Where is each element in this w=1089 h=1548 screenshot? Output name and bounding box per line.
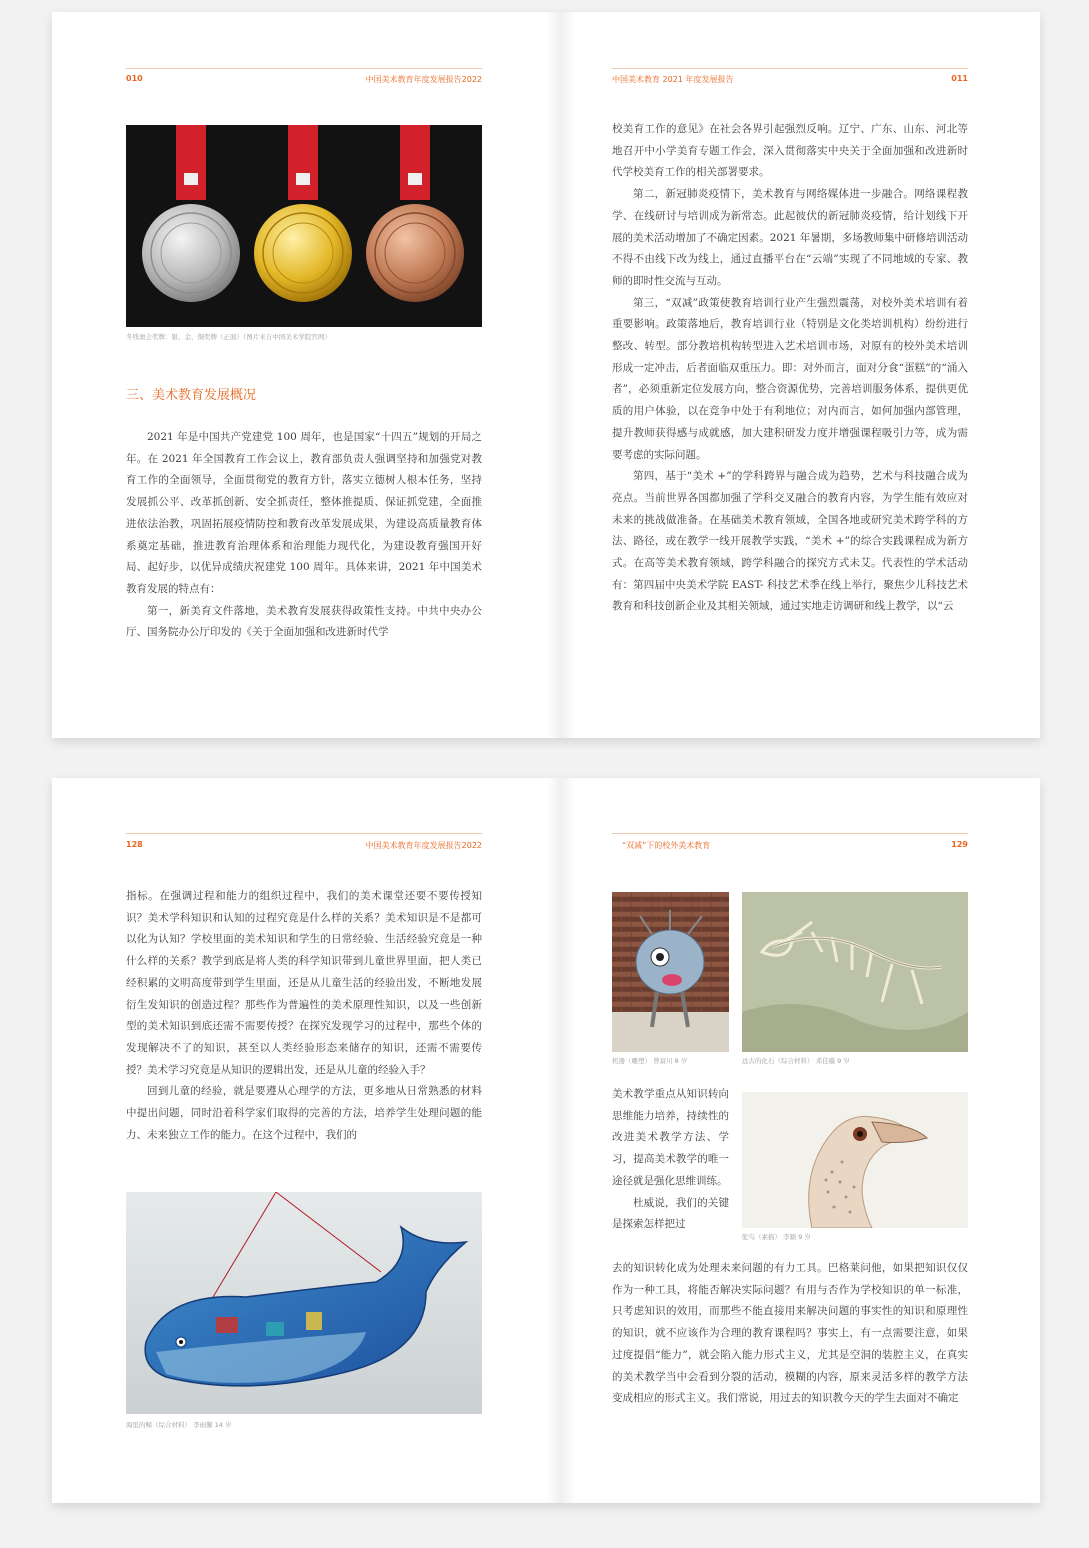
book-spread-bottom [52,778,1040,1503]
body-text-right-side [612,1084,729,1236]
header-rule [126,833,482,834]
paragraph: 去的知识转化成为处理未来问题的有力工具。巴格莱问他，如果把知识仅仅作为一种工具，将能否解决实际问题？有用与否作为学校知识的单一标准，只考虑知识的效用，而那些不能直接用来解决问题的事实性的知识和原理性的知识，就不应该作为合理的教育课程吗？事实上，有一点需要注意，如果过度提倡“能力”，就会陷入能力形式主义，尤其是空洞的装腔主义，在真实的美术教学当中会看到分裂的活动，模糊的内容，原来灵活多样的教学方法变成相应的形式主义。我们常说，用过去的知识教今天的学生去面对不确定 [612,1262,968,1405]
running-title: 中国美术教育年度发展报告2022 [365,841,482,850]
book-gutter [546,12,576,738]
paragraph: 美术教学重点从知识转向思维能力培养，持续性的改进美术教学方法、学习，提高美术教学的唯一途径就是强化思维训练。 [612,1088,729,1187]
section-title: 三、美术教育发展概况 [126,388,257,403]
header-rule [612,833,968,834]
book-gutter [546,778,576,1503]
page-number: 010 [126,74,143,83]
paragraph: 第二，新冠肺炎疫情下，美术教育与网络媒体进一步融合。网络课程教学、在线研讨与培训成为新常态。此起彼伏的新冠肺炎疫情，给计划线下开展的美术活动增加了不确定因素。2021 年暑期，多场教师集中研修培训活动不得不由线下改为线上，通过直播平台在“云端”实现了不同地域的专家、教师的即时性交流与互动。 [612,188,968,287]
paragraph: 2021 年是中国共产党建党 100 周年，也是国家“十四五”规划的开局之年。在 2021 年全国教育工作会议上，教育部负责人强调坚持和加强党对教育工作的全面领导，全面贯彻党的教育方针，落实立德树人根本任务，坚持发展抓公平、改革抓创新、安全抓责任，整体推提质、保证抓党建，全面推进依法治教，巩固拓展疫情防控和教育改革发展成果，为建设高质量教育体系奠定基础，推进教育治理体系和治理能力现代化，为建设教育强国开好局、起好步，以优异成绩庆祝建党 100 周年。具体来讲，2021 年中国美术教育发展的特点有： [126,431,482,595]
body-text-left-1 [126,427,482,644]
book-spread-top [52,12,1040,738]
image-caption: 鸵鸟（素描） 李颖 9 岁 [742,1233,811,1241]
paragraph: 指标。在强调过程和能力的组织过程中，我们的美术课堂还要不要传授知识？美术学科知识和认知的过程究竟是什么样的关系？美术知识是不是都可以化为认知？学校里面的美术知识和学生的日常经验、生活经验究竟是一种什么样的关系？教学到底是将人类的科学知识带到儿童世界里面，把人类已经积累的文明高度带到学生里面，还是从儿童生活的经验出发，不断地发展衍生发知识的创造过程？那些作为普遍性的美术原理性知识，以及一些创新型的美术知识到底还需不需要传授？在探究发现学习的过程中，那些个体的发现解决不了的知识，甚至以人类经验形态来储存的知识，还需不需要传授？美术学习究竟是从知识的逻辑出发，还是从儿童的经验入手？ [126,890,482,1076]
paragraph: 校美育工作的意见》在社会各界引起强烈反响。辽宁、广东、山东、河北等地召开中小学美育专题工作会，深入贯彻落实中央关于全面加强和改进新时代学校美育工作的相关部署要求。 [612,123,968,179]
image-caption: 远古的化石（综合材料） 邓佳璇 9 岁 [742,1057,850,1065]
running-title: 中国美术教育 2021 年度发展报告 [612,75,734,84]
fossil-artwork-photo [742,892,968,1052]
paragraph: 第四，基于“美术 +”的学科跨界与融合成为趋势，艺术与科技融合成为亮点。当前世界各国都加强了学科交叉融合的教育内容，为学生能有效应对未来的挑战做准备。在基础美术教育领域，全国各地或研究美术跨学科的方法、路径，或在教学一线开展教学实践，“美术 +”的综合实践课程成为新方式。在高等美术教育领域，跨学科融合的探究方式未艾。代表性的学术活动有：第四届中央美术学院 EAST- 科技艺术季在线上举行，聚焦少儿科技艺术教育和科技创新企业及其相关领域，通过实地走访调研和线上教学，以“云 [612,470,968,613]
bronze-medal [366,125,464,302]
image-caption: 冬残奥会奖牌：银、金、铜奖牌（正面）（图片来自中国美术学院官网） [126,333,331,341]
medals-photo [126,125,482,327]
body-text-right-1 [612,119,968,618]
paragraph: 第一，新美育文件落地，美术教育发展获得政策性支持。中共中央办公厅、国务院办公厅印发的《关于全面加强和改进新时代学 [126,604,482,639]
body-text-left-2 [126,886,482,1146]
page-number: 011 [951,74,968,83]
header-rule [612,68,968,69]
whale-artwork-photo [126,1192,482,1414]
image-caption: 机器（雕塑） 曾富川 8 岁 [612,1057,688,1065]
running-title: 中国美术教育年度发展报告2022 [365,75,482,84]
paragraph: 杜威说，我们的关键是探索怎样把过 [612,1196,729,1231]
page-number: 128 [126,840,143,849]
silver-medal [142,125,240,302]
robot-sculpture-photo [612,892,729,1052]
paragraph: 回到儿童的经验，就是要遵从心理学的方法，更多地从日常熟悉的材料中提出问题，同时沿着科学家们取得的完善的方法，培养学生处理问题的能力、未来独立工作的能力。在这个过程中，我们的 [126,1085,482,1141]
page-number: 129 [951,840,968,849]
header-rule [126,68,482,69]
paragraph: 第三，“双减”政策使教育培训行业产生强烈震荡，对校外美术培训有着重要影响。政策落地后，教育培训行业（特别是文化类培训机构）纷纷进行整改、转型。部分教培机构转型进入艺术培训市场，对原有的校外美术培训形成一定冲击，后者面临双重压力。即：对外而言，面对分食“蛋糕”的“涌入者”，必须重新定位发展方向，整合资源优势，完善培训服务体系，提供更优质的用户体验，以在竞争中处于有利地位；对内而言，如何加强内部管理，提升教师获得感与成就感，加大建积研发力度并增强课程吸引力等，成为需要考虑的实际问题。 [612,296,968,461]
body-text-right-bottom [612,1258,968,1410]
gold-medal [254,125,352,302]
image-caption: 海里的鲸（综合材料） 李雨馨 14 岁 [126,1421,232,1429]
ostrich-drawing-photo [742,1092,968,1228]
running-title: “双减”下的校外美术教育 [622,841,711,850]
